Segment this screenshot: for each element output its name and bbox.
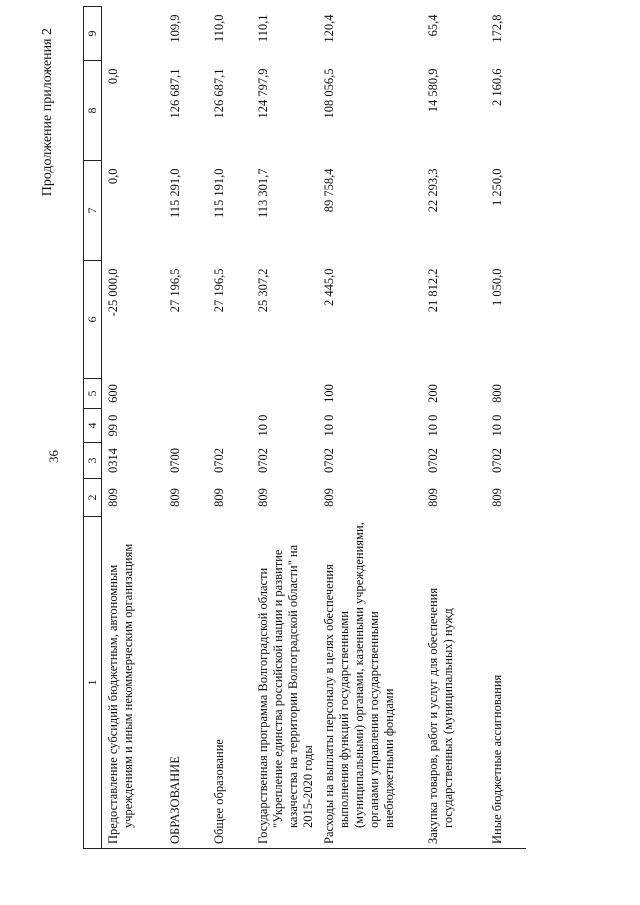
cell-col-3: 0702 [321, 448, 336, 473]
cell-col-4 [208, 409, 252, 443]
header-col-3: 3 [84, 443, 102, 479]
row-name: Иные бюджетные ассигнования [486, 517, 526, 849]
cell-col-3: 0702 [211, 448, 226, 473]
table-row [208, 7, 252, 849]
table-row [422, 7, 486, 849]
row-name: Государственная программа Волгоградской области "Укрепление единства российской нации и развитие казачества на территории Волгоградской области" на 2015-2020 годы [252, 517, 318, 849]
cell-col-5: 100 [321, 384, 336, 403]
cell-col-7: 115 191,0 [211, 168, 226, 219]
cell-col-6: 2 445,0 [321, 268, 336, 306]
cell-col-9: 109,9 [167, 14, 182, 43]
cell-col-9: 110,0 [211, 14, 226, 43]
cell-col-6: 1 050,0 [489, 268, 504, 306]
continuation-label: Продолжение приложения 2 [40, 28, 55, 197]
cell-col-4: 10 0 [321, 414, 336, 437]
cell-col-5: 200 [425, 384, 440, 403]
table-row [318, 7, 422, 849]
cell-col-8: 14 580,9 [425, 68, 440, 113]
cell-col-8: 108 056,5 [321, 68, 336, 119]
table-row [164, 7, 208, 849]
cell-col-4: 99 0 [106, 414, 120, 437]
cell-col-5: 600 [106, 384, 120, 403]
cell-col-9 [102, 7, 164, 61]
header-col-7: 7 [84, 161, 102, 261]
cell-col-5 [164, 379, 208, 409]
header-col-4: 4 [84, 409, 102, 443]
cell-col-3: 0314 [106, 448, 120, 473]
header-col-5: 5 [84, 379, 102, 409]
header-col-1: 1 [84, 517, 102, 849]
cell-col-2: 809 [489, 488, 504, 507]
header-col-8: 8 [84, 61, 102, 161]
cell-col-4: 10 0 [255, 414, 270, 437]
header-row [84, 7, 102, 849]
table-row [486, 7, 526, 849]
cell-col-8: 126 687,1 [167, 68, 182, 119]
cell-col-3: 0700 [167, 448, 182, 473]
cell-col-2: 809 [167, 488, 182, 507]
cell-col-7: 0,0 [106, 168, 120, 185]
row-name: Закупка товаров, работ и услуг для обеспечения государственных (муниципальных) нужд [422, 517, 486, 849]
cell-col-8: 124 797,9 [255, 68, 270, 119]
cell-col-7: 1 250,0 [489, 168, 504, 206]
cell-col-7: 89 758,4 [321, 168, 336, 213]
cell-col-2: 809 [255, 488, 270, 507]
cell-col-9: 172,8 [489, 14, 504, 43]
header-col-6: 6 [84, 261, 102, 379]
cell-col-9: 120,4 [321, 14, 336, 43]
row-name: Общее образование [208, 517, 252, 849]
cell-col-6: 21 812,2 [425, 268, 440, 313]
cell-col-4: 10 0 [425, 414, 440, 437]
cell-col-7: 115 291,0 [167, 168, 182, 219]
cell-col-6: 27 196,5 [167, 268, 182, 313]
cell-col-9: 65,4 [425, 14, 440, 37]
cell-col-8: 0,0 [106, 68, 120, 85]
cell-col-3: 0702 [425, 448, 440, 473]
cell-col-5 [208, 379, 252, 409]
header-col-9: 9 [84, 7, 102, 61]
cell-col-5 [252, 379, 318, 409]
cell-col-6: -25 000,0 [106, 268, 120, 317]
cell-col-6: 27 196,5 [211, 268, 226, 313]
cell-col-7: 113 301,7 [255, 168, 270, 219]
budget-table [83, 6, 526, 849]
cell-col-2: 809 [211, 488, 226, 507]
cell-col-7: 22 293,3 [425, 168, 440, 213]
table-row [102, 7, 164, 849]
cell-col-8: 126 687,1 [211, 68, 226, 119]
cell-col-6: 25 307,2 [255, 268, 270, 313]
cell-col-8: 2 160,6 [489, 68, 504, 106]
header-col-2: 2 [84, 479, 102, 517]
row-name: Расходы на выплаты персоналу в целях обеспечения выполнения функций государственными (муниципальными) органами, казенными учреждениями, органами управления государственными внебюджетными фондами [318, 517, 422, 849]
cell-col-9: 110,1 [255, 14, 270, 43]
row-name: Предоставление субсидий бюджетным, автономным учреждениям и иным некоммерческим организациям [102, 517, 164, 849]
page-number: 36 [46, 450, 61, 463]
cell-col-2: 809 [106, 488, 120, 507]
cell-col-4: 10 0 [489, 414, 504, 437]
cell-col-4 [164, 409, 208, 443]
cell-col-2: 809 [321, 488, 336, 507]
table-row [252, 7, 318, 849]
cell-col-3: 0702 [489, 448, 504, 473]
cell-col-5: 800 [489, 384, 504, 403]
cell-col-2: 809 [425, 488, 440, 507]
cell-col-3: 0702 [255, 448, 270, 473]
row-name: ОБРАЗОВАНИЕ [164, 517, 208, 849]
